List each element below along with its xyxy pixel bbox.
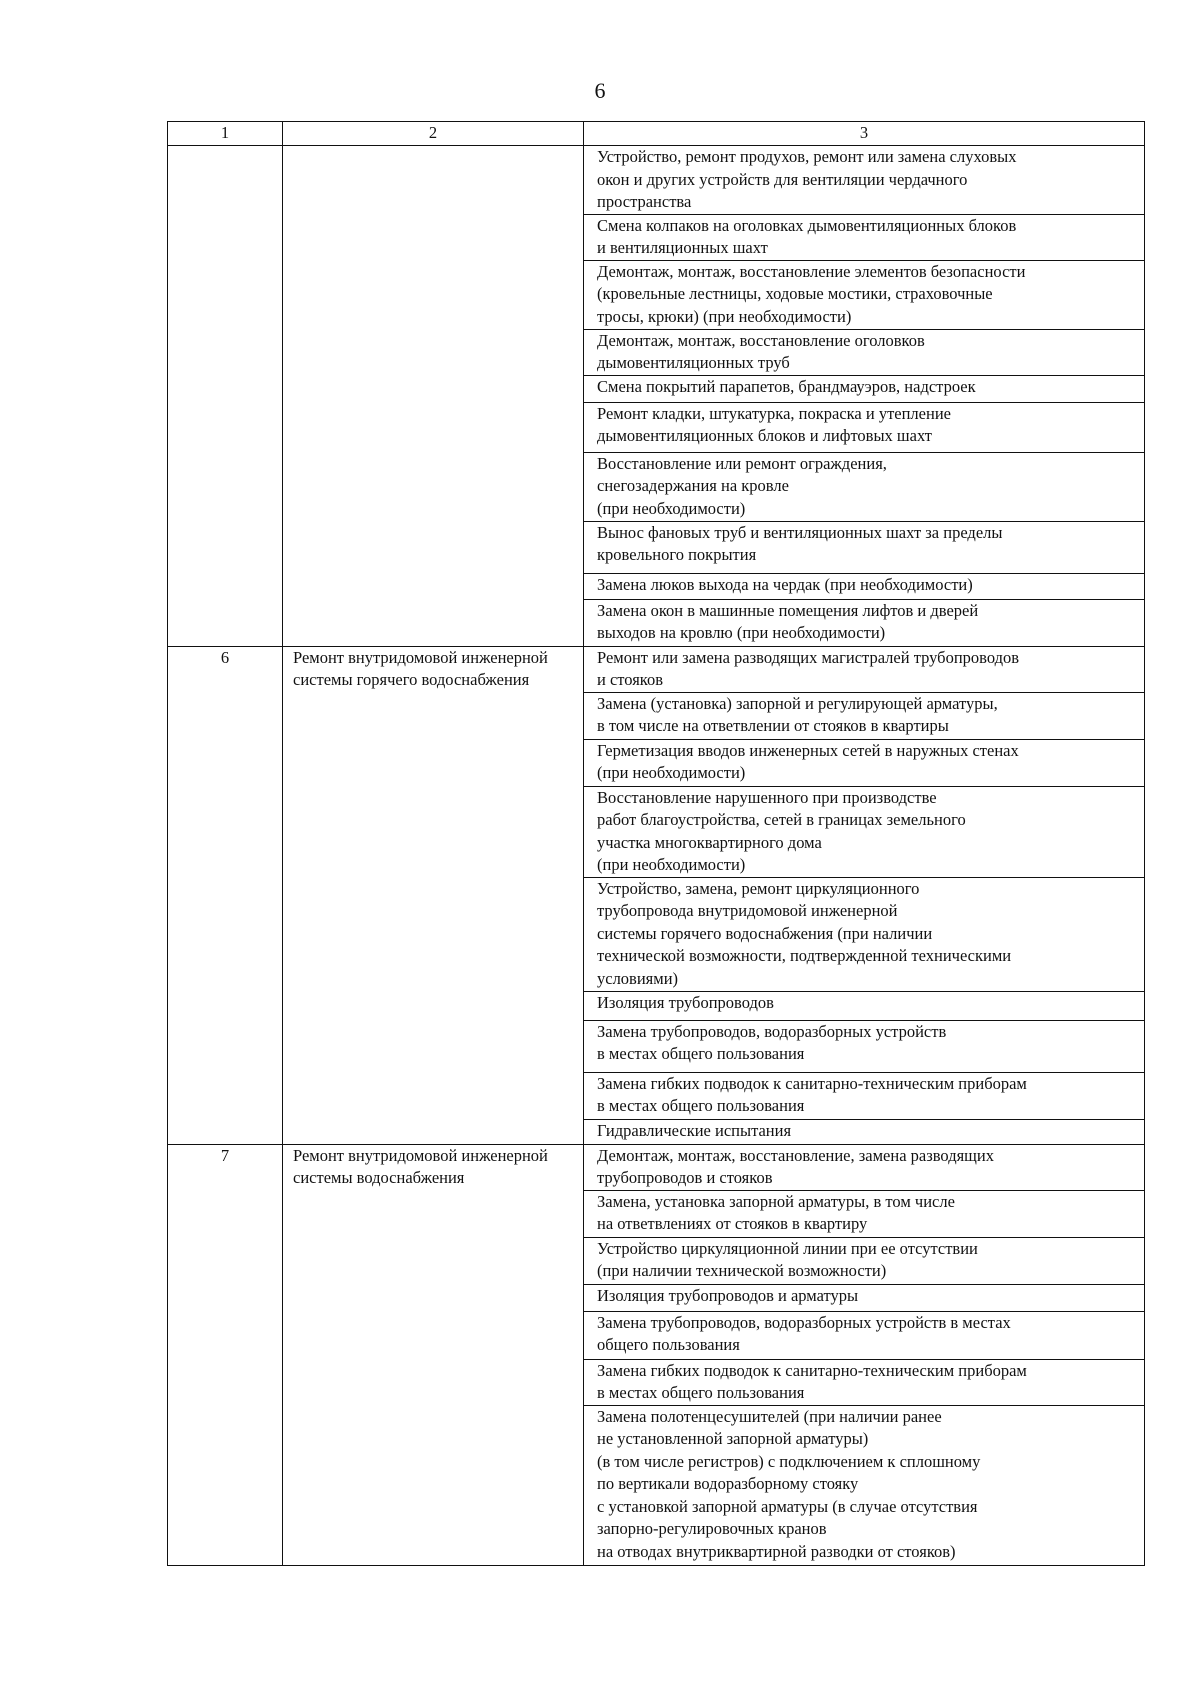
work-item: Герметизация вводов инженерных сетей в наружных стенах (при необходимости)	[584, 739, 1145, 786]
work-item: Замена полотенцесушителей (при наличии ранее не установленной запорной арматуры) (в том числе регистров) с подключением к сплошному по вертикали водоразборному стояку с установкой запорной арматуры (в случае отсутствия запорно-регулировочных кранов на отводах внутриквартирной разводки от стояков)	[584, 1405, 1145, 1565]
work-item: Замена гибких подводок к санитарно-техническим приборам в местах общего пользования	[584, 1359, 1145, 1405]
work-item: Ремонт кладки, штукатурка, покраска и утепление дымовентиляционных блоков и лифтовых шахт	[584, 402, 1145, 452]
header-col-3: 3	[584, 122, 1145, 146]
work-item: Вынос фановых труб и вентиляционных шахт за пределы кровельного покрытия	[584, 521, 1145, 573]
table-row	[168, 646, 1145, 692]
work-item: Замена окон в машинные помещения лифтов и дверей выходов на кровлю (при необходимости)	[584, 599, 1145, 646]
work-item: Смена покрытий парапетов, брандмауэров, надстроек	[584, 375, 1145, 402]
work-item: Замена гибких подводок к санитарно-техническим приборам в местах общего пользования	[584, 1072, 1145, 1119]
work-item: Замена, установка запорной арматуры, в том числе на ответвлениях от стояков в квартиру	[584, 1190, 1145, 1237]
work-item: Замена (установка) запорной и регулирующей арматуры, в том числе на ответвлении от стояков в квартиры	[584, 692, 1145, 739]
work-item: Восстановление нарушенного при производстве работ благоустройства, сетей в границах земельного участка многоквартирного дома (при необходимости)	[584, 786, 1145, 877]
work-item: Замена трубопроводов, водоразборных устройств в местах общего пользования	[584, 1020, 1145, 1072]
work-item: Устройство, ремонт продухов, ремонт или замена слуховых окон и других устройств для вентиляции чердачного пространства	[584, 146, 1145, 215]
work-item: Устройство, замена, ремонт циркуляционного трубопровода внутридомовой инженерной системы горячего водоснабжения (при наличии технической возможности, подтвержденной техническими условиями)	[584, 877, 1145, 991]
work-item: Демонтаж, монтаж, восстановление оголовков дымовентиляционных труб	[584, 329, 1145, 375]
work-item: Замена трубопроводов, водоразборных устройств в местах общего пользования	[584, 1311, 1145, 1359]
work-item: Изоляция трубопроводов	[584, 991, 1145, 1020]
work-item: Восстановление или ремонт ограждения, снегозадержания на кровле (при необходимости)	[584, 452, 1145, 521]
header-col-2: 2	[283, 122, 584, 146]
work-item: Ремонт или замена разводящих магистралей трубопроводов и стояков	[584, 646, 1145, 692]
cont-num-cell	[168, 146, 283, 647]
section-6-number: 6	[168, 646, 283, 1144]
cont-title-cell	[283, 146, 584, 647]
section-7-title: Ремонт внутридомовой инженерной системы водоснабжения	[283, 1144, 584, 1565]
section-6-title: Ремонт внутридомовой инженерной системы горячего водоснабжения	[283, 646, 584, 1144]
work-item: Смена колпаков на оголовках дымовентиляционных блоков и вентиляционных шахт	[584, 214, 1145, 260]
work-item: Демонтаж, монтаж, восстановление, замена разводящих трубопроводов и стояков	[584, 1144, 1145, 1190]
work-item: Гидравлические испытания	[584, 1119, 1145, 1144]
works-table	[167, 121, 1145, 1566]
table-row	[168, 146, 1145, 215]
section-7-number: 7	[168, 1144, 283, 1565]
table-row	[168, 1144, 1145, 1190]
work-item: Демонтаж, монтаж, восстановление элементов безопасности (кровельные лестницы, ходовые мостики, страховочные тросы, крюки) (при необходимости)	[584, 260, 1145, 329]
work-item: Изоляция трубопроводов и арматуры	[584, 1284, 1145, 1311]
header-col-1: 1	[168, 122, 283, 146]
header-row	[168, 122, 1145, 146]
page-number: 6	[594, 78, 606, 103]
work-item: Устройство циркуляционной линии при ее отсутствии (при наличии технической возможности)	[584, 1237, 1145, 1284]
work-item: Замена люков выхода на чердак (при необходимости)	[584, 573, 1145, 599]
